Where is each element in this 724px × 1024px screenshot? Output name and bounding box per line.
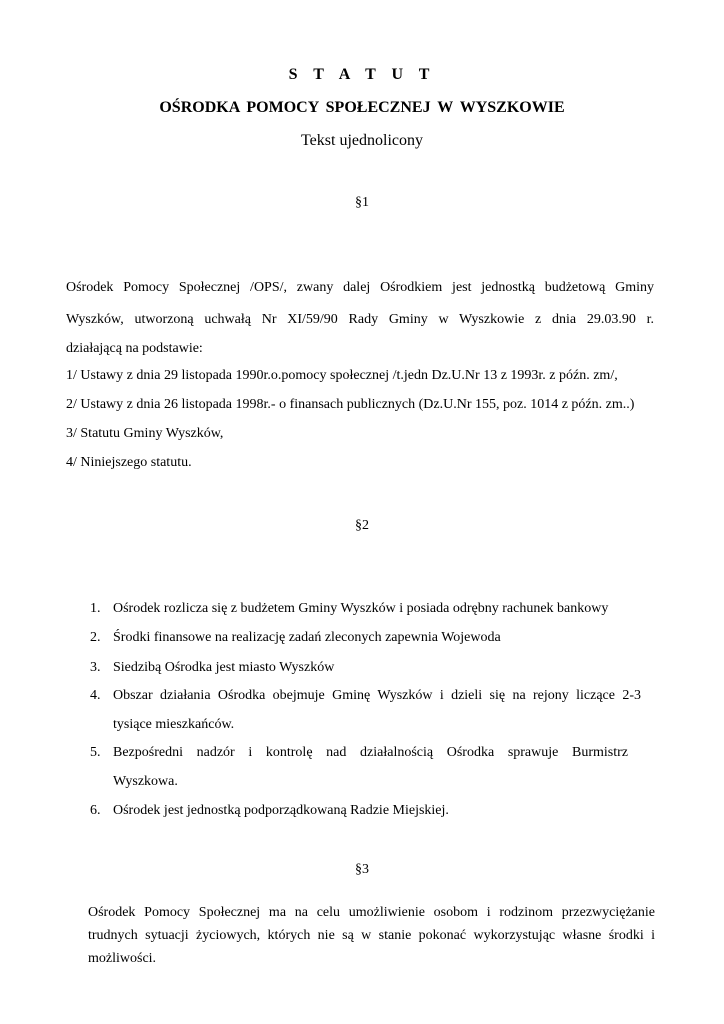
list-item-text: Bezpośredni nadzór i kontrolę nad działalnością Ośrodka sprawuje Burmistrz [113,745,628,760]
list-item-continuation: Wyszkowa. [113,774,178,789]
list-item-number: 2. [90,630,101,645]
list-item-number: 3. [90,660,101,675]
list-item-text: Środki finansowe na realizację zadań zleconych zapewnia Wojewoda [113,630,501,645]
section-3-line: trudnych sytuacji życiowych, których nie są w stanie pokonać wykorzystując własne środki i [88,928,655,943]
document-title: S T A T U T [288,66,436,83]
section-3-line: możliwości. [88,951,157,966]
list-item-continuation: tysiące mieszkańców. [113,717,235,732]
document-note: Tekst ujednolicony [301,132,423,149]
section-2-heading: §2 [355,518,369,533]
section-1-line: 4/ Niniejszego statutu. [66,455,192,470]
section-1-line: Ośrodek Pomocy Społecznej /OPS/, zwany dalej Ośrodkiem jest jednostką budżetową Gminy [66,280,654,295]
list-item-text: Ośrodek rozlicza się z budżetem Gminy Wyszków i posiada odrębny rachunek bankowy [113,601,609,616]
section-1-line: działającą na podstawie: [66,341,203,356]
list-item-number: 5. [90,745,101,760]
list-item-text: Obszar działania Ośrodka obejmuje Gminę Wyszków i dzieli się na rejony liczące 2-3 [113,688,641,703]
section-1-line: Wyszków, utworzoną uchwałą Nr XI/59/90 Rady Gminy w Wyszkowie z dnia 29.03.90 r. [66,312,654,327]
list-item-text: Ośrodek jest jednostką podporządkowaną Radzie Miejskiej. [113,803,449,818]
list-item-number: 4. [90,688,101,703]
section-3-line: Ośrodek Pomocy Społecznej ma na celu umożliwienie osobom i rodzinom przezwyciężanie [88,905,655,920]
section-1-line: 2/ Ustawy z dnia 26 listopada 1998r.- o finansach publicznych (Dz.U.Nr 155, poz. 1014 z późn. zm..) [66,397,635,412]
section-1-heading: §1 [355,195,369,210]
section-1-line: 3/ Statutu Gminy Wyszków, [66,426,224,441]
section-3-heading: §3 [355,862,369,877]
section-1-line: 1/ Ustawy z dnia 29 listopada 1990r.o.pomocy społecznej /t.jedn Dz.U.Nr 13 z 1993r. z późn. zm/, [66,368,618,383]
list-item-number: 1. [90,601,101,616]
list-item-text: Siedzibą Ośrodka jest miasto Wyszków [113,660,335,675]
list-item-number: 6. [90,803,101,818]
document-subtitle: OŚRODKA POMOCY SPOŁECZNEJ W WYSZKOWIE [159,99,565,116]
